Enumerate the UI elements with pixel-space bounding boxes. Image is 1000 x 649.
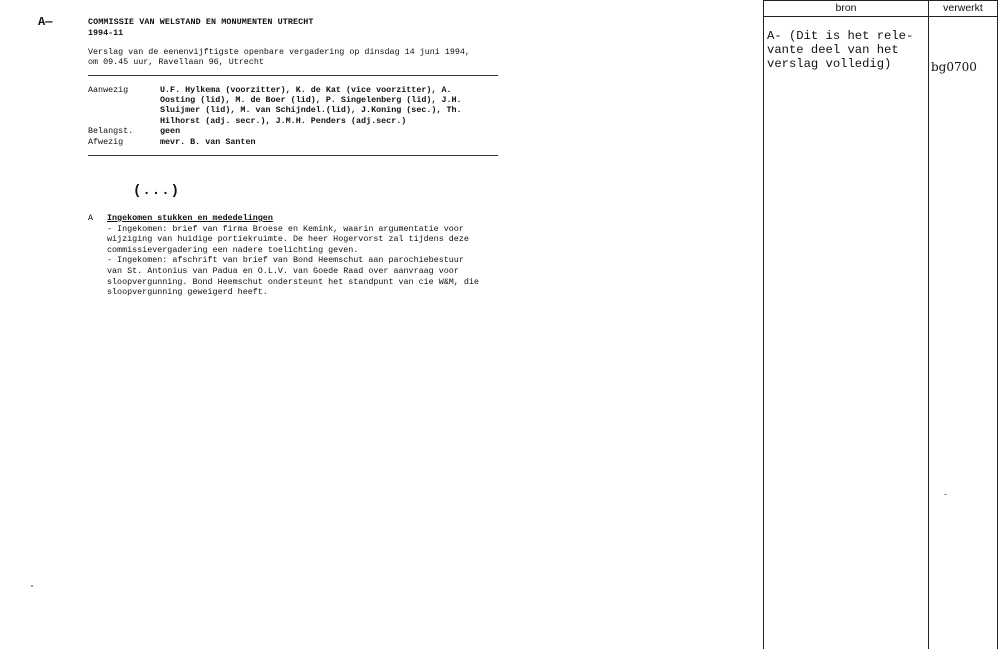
agenda-line: - Ingekomen: afschrift van brief van Bond Heemschut aan parochiebestuur: [107, 255, 464, 266]
annotation-column-divider: [928, 0, 929, 649]
attendance-label-interested: Belangst.: [88, 126, 134, 137]
attendance-label-absent: Afwezig: [88, 136, 124, 147]
agenda-line: sloopvergunning. Bond Heemschut ondersteunt het standpunt van cie W&M, die: [107, 276, 479, 287]
margin-mark: A—: [38, 15, 53, 29]
committee-heading: COMMISSIE VAN WELSTAND EN MONUMENTEN UTRECHT: [88, 17, 314, 27]
agenda-line: wijziging van huidige portiekruimte. De heer Hogervorst zal tijdens deze: [107, 234, 469, 245]
scan-speck: [944, 494, 947, 495]
annotation-border-right: [997, 0, 998, 649]
intro-line: om 09.45 uur, Ravellaan 96, Utrecht: [88, 57, 264, 68]
agenda-body: [107, 224, 508, 298]
agenda-line: commissievergadering een nadere toelichting geven.: [107, 244, 359, 255]
agenda-line: van St. Antonius van Padua en O.L.V. van Goede Raad over aanvraag voor: [107, 265, 459, 276]
bron-header: bron: [835, 2, 857, 14]
verwerkt-header: verwerkt: [943, 2, 983, 14]
meeting-intro: [88, 47, 498, 68]
attendance-absent: mevr. B. van Santen: [160, 136, 256, 147]
agenda-line: sloopvergunning geweigerd heeft.: [107, 287, 268, 298]
scan-speck: [31, 585, 33, 587]
bron-note: A- (Dit is het rele- vante deel van het verslag volledig): [767, 29, 914, 72]
verwerkt-code: bg0700: [931, 60, 977, 74]
report-reference: 1994-11: [88, 28, 124, 39]
agenda-letter: A: [88, 213, 94, 223]
agenda-title: Ingekomen stukken en mededelingen: [107, 213, 273, 223]
omission-marker: (...): [133, 183, 181, 199]
agenda-item: [88, 213, 508, 298]
attendance-label-present: Aanwezig: [88, 84, 129, 95]
annotation-border-top: [763, 0, 998, 1]
agenda-line: - Ingekomen: brief van firma Broese en Kemink, waarin argumentatie voor: [107, 223, 464, 234]
minutes-document: [88, 17, 498, 156]
divider: [88, 75, 498, 76]
divider: [88, 155, 498, 156]
attendance-interested: geen: [160, 126, 181, 137]
attendance-table: [88, 85, 498, 147]
intro-line: Verslag van de eenenvijftigste openbare vergadering op dinsdag 14 juni 1994,: [88, 46, 470, 57]
annotation-border-left: [763, 0, 764, 649]
attendance-present: U.F. Hylkema (voorzitter), K. de Kat (vice voorzitter), A. Oosting (lid), M. de Boer (lid), P. Singelenberg (lid), J.H. Sluijmer (lid), M. van Schijndel.(lid), J.Koning (sec.), Th. Hilhorst (adj. secr.), J.M.H. Penders (adj.secr.): [160, 84, 462, 126]
annotation-header-rule: [763, 16, 998, 17]
